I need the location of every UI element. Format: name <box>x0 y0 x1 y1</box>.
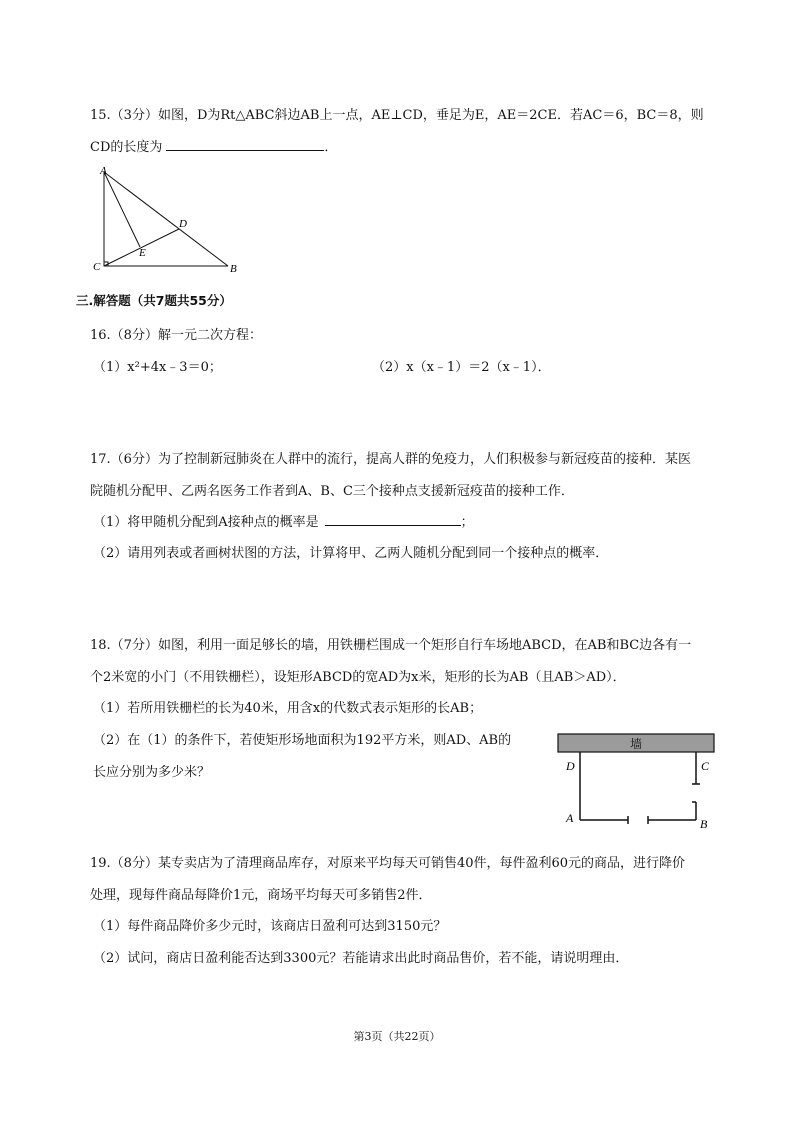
q15-line1: 15.（3分）如图，D为Rt△ABC斜边AB上一点，AE⊥CD，垂足为E，AE＝2CE．若AC＝6，BC＝8，则 <box>90 108 704 123</box>
label-C: C <box>93 261 101 273</box>
label-C: C <box>701 759 710 773</box>
page-footer: 第3页（共22页） <box>353 1030 441 1043</box>
q16-part1: （1）x²+4x﹣3＝0； <box>93 360 222 375</box>
q18-field-figure <box>556 732 722 832</box>
q16-stem: 16.（8分）解一元二次方程： <box>90 328 262 343</box>
label-D: D <box>566 759 575 773</box>
q18-line2: 个2米宽的小门（不用铁栅栏），设矩形ABCD的宽AD为x米，矩形的长为AB（且AB＞AD）． <box>90 670 626 685</box>
q19-part1: （1）每件商品降价多少元时，该商店日盈利可达到3150元？ <box>93 919 447 934</box>
q15-line2-suffix: ． <box>324 140 338 155</box>
label-B: B <box>230 263 237 275</box>
q15-answer-blank[interactable] <box>166 136 324 151</box>
q16-part2: （2）x（x﹣1）＝2（x﹣1）． <box>372 360 551 375</box>
q17-part1-suffix: ； <box>460 515 474 530</box>
label-A: A <box>100 165 107 177</box>
q15-triangle-figure <box>86 162 252 278</box>
wall-label: 墙 <box>629 737 643 751</box>
label-E: E <box>139 247 146 259</box>
label-B: B <box>700 817 708 831</box>
q17-answer-blank[interactable] <box>325 511 461 526</box>
q19-line1: 19.（8分）某专卖店为了清理商品库存，对原来平均每天可销售40件，每件盈利60元的商品，进行降价 <box>90 856 686 871</box>
label-A: A <box>566 811 574 825</box>
label-D: D <box>179 218 187 230</box>
q18-part1: （1）若所用铁栅栏的长为40米，用含x的代数式表示矩形的长AB； <box>93 701 483 716</box>
q17-part2: （2）请用列表或者画树状图的方法，计算将甲、乙两人随机分配到同一个接种点的概率． <box>93 546 609 561</box>
q18-line1: 18.（7分）如图，利用一面足够长的墙，用铁栅栏围成一个矩形自行车场地ABCD，在AB和BC边各有一 <box>90 638 692 653</box>
q18-part2-line2: 长应分别为多少米？ <box>93 765 211 780</box>
q17-part1 <box>93 511 474 530</box>
q15-line2-prefix: CD的长度为 <box>90 140 163 155</box>
q17-line1: 17.（6分）为了控制新冠肺炎在人群中的流行，提高人群的免疫力，人们积极参与新冠疫苗的接种．某医 <box>90 452 691 467</box>
q17-line2: 院随机分配甲、乙两名医务工作者到A、B、C三个接种点支援新冠疫苗的接种工作． <box>90 484 574 499</box>
q18-part2-line1: （2）在（1）的条件下，若使矩形场地面积为192平方米，则AD、AB的 <box>93 733 512 748</box>
q17-part1-prefix: （1）将甲随机分配到A接种点的概率是 <box>93 515 319 530</box>
q19-line2: 处理，现每件商品每降价1元，商场平均每天可多销售2件． <box>90 888 432 903</box>
q15-line2 <box>90 136 337 155</box>
q19-part2: （2）试问，商店日盈利能否达到3300元？若能请求出此时商品售价，若不能，请说明理由． <box>93 951 629 966</box>
section-heading: 三.解答题（共7题共55分） <box>76 293 232 308</box>
